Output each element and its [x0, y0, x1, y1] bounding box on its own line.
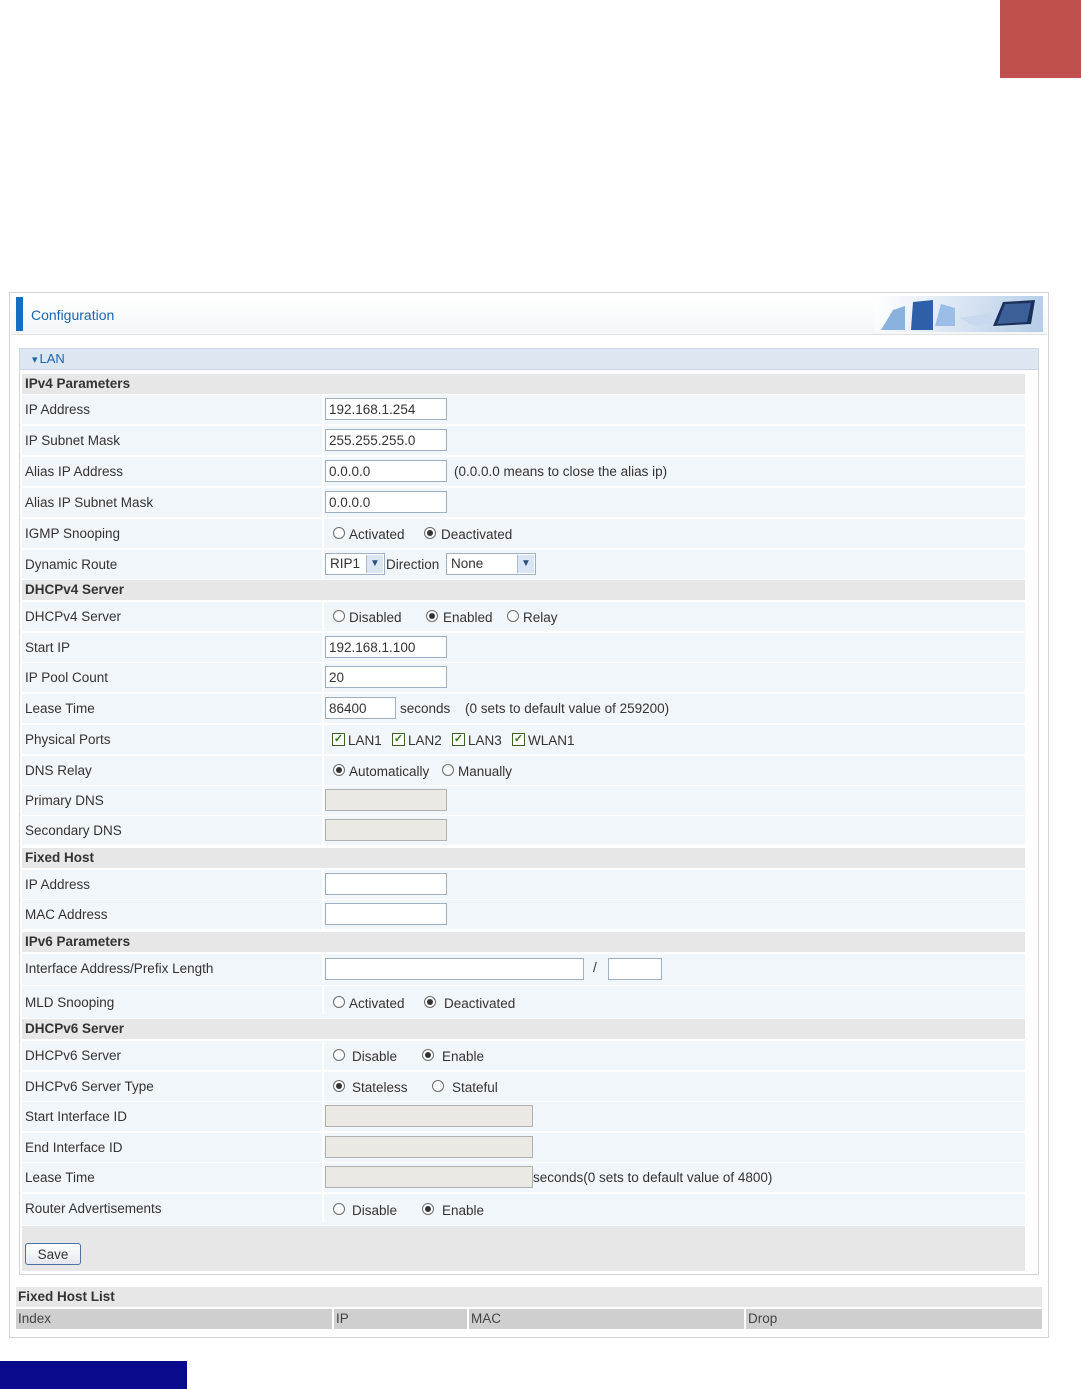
dhcpv6-server-row — [22, 1041, 1025, 1071]
radio-label: Deactivated — [444, 996, 516, 1011]
field-label: End Interface ID — [25, 1140, 123, 1155]
lease-time-input[interactable] — [325, 697, 396, 719]
physical-ports-row — [22, 725, 1025, 755]
pool-count-row — [22, 663, 1025, 693]
page-corner-tab — [1000, 0, 1081, 78]
dhcpv6-disable-radio[interactable] — [333, 1049, 345, 1061]
field-label: Start Interface ID — [25, 1109, 128, 1124]
dhcpv6-section-header — [22, 1019, 1025, 1039]
field-label: Lease Time — [25, 701, 95, 716]
start-ip-input[interactable] — [325, 636, 447, 658]
start-ip-row — [22, 633, 1025, 663]
radio-label: Manually — [458, 764, 513, 779]
port-lan2-checkbox[interactable]: ✓ — [393, 733, 404, 745]
dhcpv6-lease-input[interactable] — [325, 1166, 533, 1188]
field-label: DHCPv4 Server — [25, 609, 122, 624]
radio-label: Activated — [349, 996, 405, 1011]
field-label: Interface Address/Prefix Length — [25, 961, 214, 976]
ip-address-input[interactable] — [325, 398, 447, 420]
fixed-host-mac-input[interactable] — [325, 903, 447, 925]
fixed-host-ip-input[interactable] — [325, 873, 447, 895]
pool-count-input[interactable] — [325, 666, 447, 688]
start-interface-id-row — [22, 1102, 1025, 1132]
igmp-row — [22, 519, 1025, 549]
alias-mask-row — [22, 488, 1025, 518]
ipv6-address-input[interactable] — [325, 958, 584, 980]
dhcpv6-lease-row — [22, 1163, 1025, 1193]
field-label: Lease Time — [25, 1170, 95, 1185]
column-header-drop: Drop — [748, 1311, 778, 1326]
page-title: Configuration — [31, 307, 115, 323]
section-title: IPv4 Parameters — [25, 376, 131, 391]
chevron-down-icon: ▼ — [517, 555, 534, 573]
router-adv-enable-radio[interactable] — [422, 1203, 434, 1215]
fixed-host-list-header — [16, 1287, 1042, 1307]
dhcpv4-relay-radio[interactable] — [507, 610, 519, 622]
select-value: RIP1 — [330, 556, 361, 571]
checkbox-label: WLAN1 — [528, 733, 575, 748]
field-label: Secondary DNS — [25, 823, 122, 838]
page-footer-bar — [0, 1361, 187, 1389]
configuration-header — [11, 294, 1047, 335]
mld-row — [22, 986, 1025, 1019]
field-label: DHCPv6 Server — [25, 1048, 122, 1063]
section-title: IPv6 Parameters — [25, 934, 131, 949]
router-adv-row — [22, 1194, 1025, 1226]
fixed-host-list-columns — [16, 1309, 1042, 1329]
radio-label: Relay — [523, 610, 558, 625]
secondary-dns-row — [22, 816, 1025, 846]
dhcpv6-type-row — [22, 1072, 1025, 1102]
configuration-panel — [9, 292, 1049, 1338]
dns-auto-radio[interactable] — [333, 764, 345, 776]
field-label: Router Advertisements — [25, 1201, 162, 1216]
mld-deactivated-radio[interactable] — [424, 996, 436, 1008]
ipv6-interface-row — [22, 954, 1025, 986]
dhcpv4-section-header — [22, 580, 1025, 600]
dns-relay-row — [22, 756, 1025, 786]
radio-label: Disabled — [349, 610, 402, 625]
subnet-mask-row — [22, 426, 1025, 456]
field-label: IGMP Snooping — [25, 526, 121, 541]
column-header-ip: IP — [336, 1311, 349, 1326]
field-label: DHCPv6 Server Type — [25, 1079, 154, 1094]
fixed-host-ip-row — [22, 870, 1025, 900]
start-interface-id-input[interactable] — [325, 1105, 533, 1127]
lease-unit: seconds — [400, 701, 451, 716]
dynamic-route-row — [22, 550, 1025, 580]
port-lan3-checkbox[interactable]: ✓ — [453, 733, 464, 745]
field-label: Primary DNS — [25, 793, 104, 808]
igmp-deactivated-radio[interactable] — [424, 527, 436, 539]
field-label: IP Subnet Mask — [25, 433, 121, 448]
end-interface-id-row — [22, 1133, 1025, 1163]
column-header-mac: MAC — [471, 1311, 501, 1326]
save-area — [22, 1226, 1025, 1271]
alias-ip-input[interactable] — [325, 460, 447, 482]
field-label: Start IP — [25, 640, 71, 655]
mld-activated-radio[interactable] — [333, 996, 345, 1008]
prefix-separator: / — [593, 960, 597, 975]
section-title: Fixed Host List — [18, 1289, 115, 1304]
secondary-dns-input[interactable] — [325, 819, 447, 841]
router-adv-disable-radio[interactable] — [333, 1203, 345, 1215]
dhcpv4-enabled-radio[interactable] — [426, 610, 438, 622]
port-wlan1-checkbox[interactable]: ✓ — [513, 733, 524, 745]
dhcpv6-stateful-radio[interactable] — [432, 1080, 444, 1092]
field-label: MAC Address — [25, 907, 108, 922]
field-label: IP Address — [25, 402, 91, 417]
field-label: Alias IP Subnet Mask — [25, 495, 154, 510]
column-header-index: Index — [18, 1311, 52, 1326]
radio-label: Enabled — [443, 610, 493, 625]
section-title: DHCPv6 Server — [25, 1021, 125, 1036]
checkbox-label: LAN2 — [408, 733, 442, 748]
radio-label: Enable — [442, 1203, 485, 1218]
direction-select[interactable] — [446, 553, 536, 575]
radio-label: Deactivated — [441, 527, 513, 542]
lease-hint: seconds(0 sets to default value of 4800) — [533, 1170, 773, 1185]
section-title: DHCPv4 Server — [25, 582, 125, 597]
radio-label: Stateful — [452, 1080, 498, 1095]
lease-hint: (0 sets to default value of 259200) — [465, 701, 670, 716]
dhcpv4-disabled-radio[interactable] — [333, 610, 345, 622]
igmp-activated-radio[interactable] — [333, 527, 345, 539]
header-accent-bar — [16, 297, 23, 331]
radio-label: Automatically — [349, 764, 430, 779]
fixed-host-mac-row — [22, 900, 1025, 930]
alias-ip-row — [22, 457, 1025, 487]
lan-section-toggle[interactable] — [19, 348, 1039, 370]
radio-label: Disable — [352, 1049, 398, 1064]
radio-label: Enable — [442, 1049, 485, 1064]
save-button[interactable]: Save — [25, 1243, 81, 1265]
ipv6-section-header — [22, 932, 1025, 952]
alias-mask-input[interactable] — [325, 491, 447, 513]
field-label: MLD Snooping — [25, 995, 115, 1010]
field-label: Dynamic Route — [25, 557, 118, 572]
lease-time-row — [22, 694, 1025, 724]
alias-ip-hint: (0.0.0.0 means to close the alias ip) — [454, 464, 668, 479]
radio-label: Stateless — [352, 1080, 408, 1095]
dhcpv6-stateless-radio[interactable] — [333, 1080, 345, 1092]
primary-dns-input[interactable] — [325, 789, 447, 811]
select-value: None — [451, 556, 484, 571]
ip-address-row — [22, 395, 1025, 425]
radio-label: Disable — [352, 1203, 398, 1218]
port-lan1-checkbox[interactable]: ✓ — [333, 733, 344, 745]
field-label: Physical Ports — [25, 732, 111, 747]
primary-dns-row — [22, 786, 1025, 816]
radio-label: Activated — [349, 527, 405, 542]
field-label: Alias IP Address — [25, 464, 124, 479]
chevron-down-icon: ▼ — [366, 555, 383, 573]
fixed-host-section-header — [22, 848, 1025, 868]
field-label: IP Address — [25, 877, 91, 892]
checkbox-label: LAN3 — [468, 733, 502, 748]
dhcpv6-enable-radio[interactable] — [422, 1049, 434, 1061]
lan-section-title: ▾ LAN — [32, 351, 65, 366]
field-label: IP Pool Count — [25, 670, 109, 685]
rip-version-select[interactable] — [325, 553, 385, 575]
section-title: Fixed Host — [25, 850, 95, 865]
ipv4-section-header — [22, 374, 1025, 394]
network-devices-icon — [875, 296, 1043, 332]
subnet-mask-input[interactable] — [325, 429, 447, 451]
direction-label: Direction — [386, 557, 440, 572]
field-label: DNS Relay — [25, 763, 92, 778]
checkbox-label: LAN1 — [348, 733, 382, 748]
dns-manual-radio[interactable] — [442, 764, 454, 776]
ipv6-prefix-input[interactable] — [608, 958, 662, 980]
end-interface-id-input[interactable] — [325, 1136, 533, 1158]
dhcpv4-server-row — [22, 602, 1025, 632]
